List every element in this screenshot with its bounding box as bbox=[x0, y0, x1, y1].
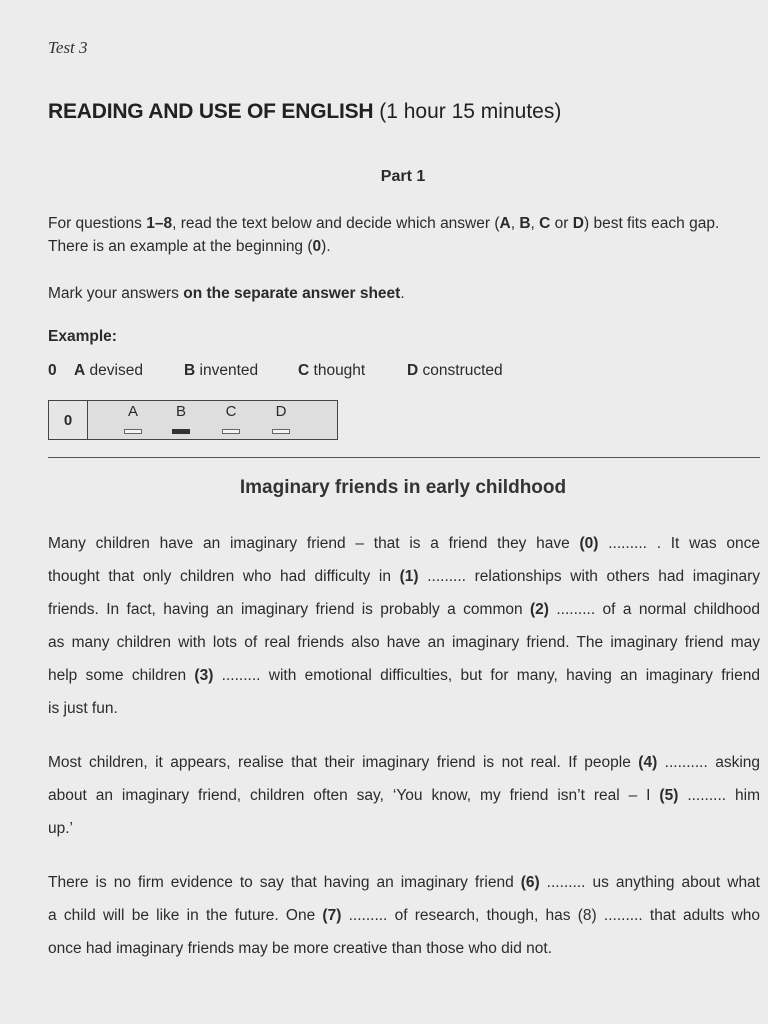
divider bbox=[48, 457, 760, 458]
option-letter: C bbox=[298, 362, 310, 379]
answer-box-letter-b: B bbox=[175, 403, 186, 420]
gap-number: (1) bbox=[399, 568, 419, 585]
instr-text: Mark your answers bbox=[48, 285, 184, 302]
line-text: as many children with lots of real friends also have an imaginary friend. The imaginary friend may bbox=[48, 634, 760, 651]
instr-text: or bbox=[550, 215, 573, 232]
answer-box-number: 0 bbox=[49, 401, 88, 439]
instr-text: . bbox=[400, 285, 405, 302]
instructions-line-2 bbox=[48, 235, 331, 258]
line-text: ......... with emotional difficulties, but for many, having an imaginary friend bbox=[213, 667, 760, 684]
instr-text: For questions bbox=[48, 215, 147, 232]
example-answer-box bbox=[48, 400, 338, 440]
text-line bbox=[48, 899, 760, 932]
line-text: ......... . It was once bbox=[598, 535, 760, 552]
section-duration: (1 hour 15 minutes) bbox=[379, 100, 562, 123]
instr-text: , bbox=[510, 215, 520, 232]
test-label: Test 3 bbox=[48, 38, 88, 57]
text-line bbox=[48, 746, 760, 779]
letter-c: C bbox=[539, 215, 551, 232]
line-text: There is no firm evidence to say that having an imaginary friend bbox=[48, 874, 521, 891]
paragraph-3 bbox=[48, 866, 760, 965]
option-word: invented bbox=[199, 362, 259, 379]
text-line bbox=[48, 527, 760, 560]
letter-a: A bbox=[499, 215, 511, 232]
instr-text: ) best fits each gap. bbox=[583, 215, 720, 232]
line-text: about an imaginary friend, children often say, ‘You know, my friend isn’t real – I bbox=[48, 787, 660, 804]
answer-mark-b[interactable] bbox=[172, 429, 190, 434]
answer-box-letter-c: C bbox=[225, 403, 237, 420]
line-text: ......... him bbox=[678, 787, 760, 804]
option-word: thought bbox=[313, 362, 366, 379]
line-text: ......... of a normal childhood bbox=[548, 601, 760, 618]
gap-number: (7) bbox=[322, 907, 342, 924]
answer-mark-d[interactable] bbox=[272, 429, 290, 434]
instr-text: ). bbox=[321, 238, 331, 255]
line-text: help some children bbox=[48, 667, 195, 684]
example-number-text: 0 bbox=[48, 362, 57, 379]
answer-mark-c[interactable] bbox=[222, 429, 240, 434]
gap-number: (2) bbox=[530, 601, 549, 618]
paragraph-2 bbox=[48, 746, 760, 845]
text-line bbox=[48, 779, 760, 812]
example-number bbox=[48, 362, 57, 380]
answer-box-letter-a: A bbox=[127, 403, 138, 420]
gap-number: (4) bbox=[638, 754, 658, 771]
text-title: Imaginary friends in early childhood bbox=[239, 477, 567, 498]
text-line bbox=[48, 626, 760, 659]
mark-instruction bbox=[48, 282, 405, 305]
instr-text: , bbox=[530, 215, 540, 232]
answer-mark-a[interactable] bbox=[124, 429, 142, 434]
line-text: up.’ bbox=[48, 820, 73, 837]
paragraph-1 bbox=[48, 527, 760, 725]
gap-number: (3) bbox=[194, 667, 214, 684]
text-line bbox=[48, 932, 760, 965]
line-text: Most children, it appears, realise that their imaginary friend is not real. If people bbox=[48, 754, 639, 771]
gap-number: (5) bbox=[659, 787, 679, 804]
option-b bbox=[184, 362, 258, 380]
option-letter: B bbox=[184, 362, 196, 379]
letter-d: D bbox=[572, 215, 584, 232]
text-line bbox=[48, 692, 760, 725]
example-label: Example: bbox=[48, 328, 117, 345]
line-text: a child will be like in the future. One bbox=[48, 907, 323, 924]
letter-b: B bbox=[519, 215, 531, 232]
option-d bbox=[407, 362, 503, 380]
line-text: once had imaginary friends may be more creative than those who did not. bbox=[48, 940, 553, 957]
line-text: friends. In fact, having an imaginary friend is probably a common bbox=[48, 601, 531, 618]
option-word: devised bbox=[89, 362, 143, 379]
part-heading: Part 1 bbox=[380, 168, 426, 185]
instr-text: , read the text below and decide which answer ( bbox=[172, 215, 500, 232]
section-title bbox=[48, 100, 561, 124]
option-letter: A bbox=[74, 362, 86, 379]
line-text: Many children have an imaginary friend – that is a friend they have bbox=[48, 535, 580, 552]
line-text: ......... us anything about what bbox=[539, 874, 760, 891]
answer-sheet-note: on the separate answer sheet bbox=[183, 285, 401, 302]
line-text: thought that only children who had difficulty in bbox=[48, 568, 400, 585]
gap-number: (6) bbox=[520, 874, 540, 891]
line-text: .......... asking bbox=[657, 754, 761, 771]
text-line bbox=[48, 812, 760, 845]
option-c bbox=[298, 362, 365, 380]
text-line bbox=[48, 866, 760, 899]
gap-number: (0) bbox=[579, 535, 599, 552]
text-line bbox=[48, 560, 760, 593]
section-title-bold: READING AND USE OF ENGLISH bbox=[48, 100, 374, 123]
line-text: ......... relationships with others had imaginary bbox=[418, 568, 760, 585]
line-text: ......... of research, though, has (8) ......... that adults who bbox=[341, 907, 760, 924]
text-line bbox=[48, 659, 760, 692]
instr-text: There is an example at the beginning ( bbox=[48, 238, 313, 255]
option-word: constructed bbox=[422, 362, 503, 379]
option-a bbox=[74, 362, 143, 380]
answer-box-letter-d: D bbox=[275, 403, 287, 420]
instructions-line-1 bbox=[48, 212, 719, 235]
text-line bbox=[48, 593, 760, 626]
question-range: 1–8 bbox=[146, 215, 173, 232]
example-ref: 0 bbox=[312, 238, 322, 255]
option-letter: D bbox=[407, 362, 419, 379]
line-text: is just fun. bbox=[48, 700, 118, 717]
